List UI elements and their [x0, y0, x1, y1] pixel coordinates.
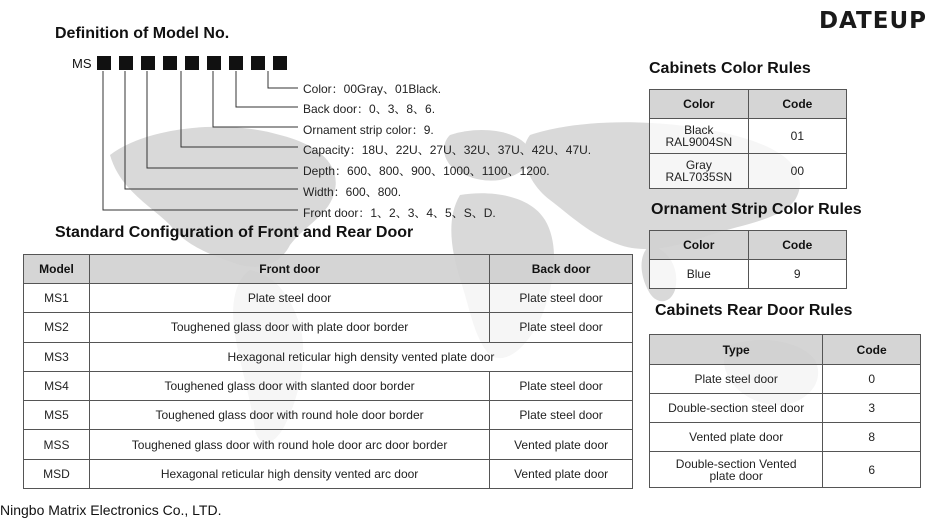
cell-code: 9: [748, 260, 847, 289]
standard-config-title: Standard Configuration of Front and Rear Door: [55, 224, 414, 241]
definition-line-width: Width：600、800.: [303, 185, 402, 199]
table-row: [24, 371, 633, 400]
cell-code: 8: [823, 423, 921, 452]
ornament-rules-title: Ornament Strip Color Rules: [651, 201, 862, 218]
definition-line-front-door: Front door：1、2、3、4、5、S、D.: [303, 206, 496, 220]
definition-line-ornament: Ornament strip color：9.: [303, 123, 434, 137]
table-row: [24, 401, 633, 430]
cell-back-door: Plate steel door: [490, 401, 633, 430]
cell-front-door: Toughened glass door with round hole door arc door border: [89, 430, 489, 459]
table-header-row: [650, 90, 847, 119]
brand-logo: DATEUP: [818, 8, 927, 34]
cell-front-door: Hexagonal reticular high density vented plate door: [89, 342, 632, 371]
cell-type: Vented plate door: [650, 423, 823, 452]
table-header-row: [24, 255, 633, 284]
table-row: [650, 260, 847, 289]
cell-model: MS2: [24, 313, 90, 342]
cell-code: 0: [823, 365, 921, 394]
cell-front-door: Toughened glass door with slanted door border: [89, 371, 489, 400]
cell-back-door: Plate steel door: [490, 284, 633, 313]
cell-back-door: Plate steel door: [490, 313, 633, 342]
rear-door-rules-table: [649, 334, 921, 488]
cell-code: 01: [748, 119, 846, 154]
cell-model: MS5: [24, 401, 90, 430]
table-row: [24, 313, 633, 342]
header-back-door: Back door: [490, 255, 633, 284]
table-header-row: [650, 335, 921, 365]
table-row: [650, 154, 847, 189]
header-color: Color: [650, 231, 749, 260]
cell-model: MSS: [24, 430, 90, 459]
cell-model: MS3: [24, 342, 90, 371]
header-code: Code: [748, 90, 846, 119]
definition-line-color: Color：00Gray、01Black.: [303, 82, 442, 96]
table-row: [650, 452, 921, 488]
standard-config-table: [23, 254, 633, 489]
cell-code: 3: [823, 394, 921, 423]
header-code: Code: [823, 335, 921, 365]
cell-model: MS1: [24, 284, 90, 313]
cell-type: [650, 452, 823, 488]
table-row: [650, 423, 921, 452]
cell-front-door: Toughened glass door with round hole door border: [89, 401, 489, 430]
definition-line-capacity: Capacity：18U、22U、27U、32U、37U、42U、47U.: [303, 143, 592, 157]
table-row: [650, 365, 921, 394]
type-line-1: Double-section Vented: [675, 456, 797, 471]
cell-code: 00: [748, 154, 846, 189]
color-rules-title: Cabinets Color Rules: [649, 60, 811, 77]
cell-model: MS4: [24, 371, 90, 400]
definition-line-back-door: Back door：0、3、8、6.: [303, 102, 436, 116]
cell-back-door: Plate steel door: [490, 371, 633, 400]
cell-front-door: Hexagonal reticular high density vented arc door: [89, 459, 489, 488]
color-rules-table: [649, 89, 847, 189]
table-row: [24, 430, 633, 459]
cell-type: Double-section steel door: [650, 394, 823, 423]
table-row: [24, 459, 633, 488]
table-header-row: [650, 231, 847, 260]
rear-rules-title: Cabinets Rear Door Rules: [655, 302, 853, 319]
cell-color: Blue: [650, 260, 749, 289]
definition-title: Definition of Model No.: [55, 25, 230, 42]
table-row: [650, 119, 847, 154]
header-model: Model: [24, 255, 90, 284]
model-prefix: MS: [72, 55, 92, 71]
color-name: Black: [684, 123, 714, 137]
cell-front-door: Plate steel door: [89, 284, 489, 313]
cell-type: Plate steel door: [650, 365, 823, 394]
cell-color: [650, 119, 749, 154]
header-type: Type: [650, 335, 823, 365]
cell-code: 6: [823, 452, 921, 488]
color-ral: RAL7035SN: [665, 170, 733, 184]
cell-front-door: Toughened glass door with plate door border: [89, 313, 489, 342]
definition-line-depth: Depth：600、800、900、1000、1100、1200.: [303, 164, 550, 178]
color-name: Gray: [685, 158, 712, 172]
header-front-door: Front door: [89, 255, 489, 284]
cell-back-door: Vented plate door: [490, 430, 633, 459]
cell-model: MSD: [24, 459, 90, 488]
table-row: [24, 342, 633, 371]
cell-back-door: Vented plate door: [490, 459, 633, 488]
header-code: Code: [748, 231, 847, 260]
company-footer: Ningbo Matrix Electronics Co., LTD.: [0, 502, 222, 518]
color-ral: RAL9004SN: [665, 135, 733, 149]
table-row: [24, 284, 633, 313]
table-row: [650, 394, 921, 423]
cell-color: [650, 154, 749, 189]
header-color: Color: [650, 90, 749, 119]
type-line-2: plate door: [709, 468, 763, 483]
ornament-rules-table: [649, 230, 847, 289]
